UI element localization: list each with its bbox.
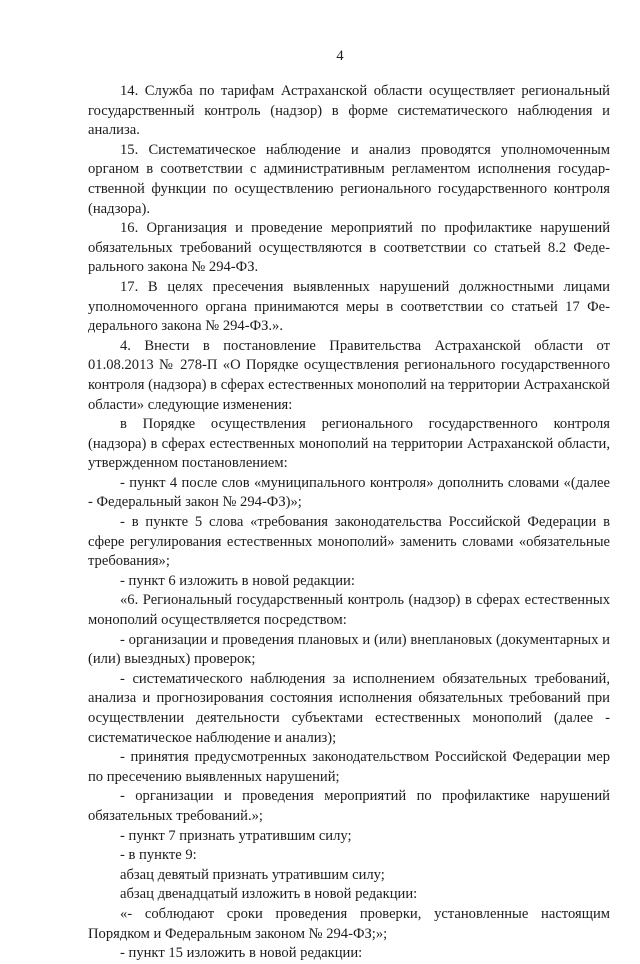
paragraph-order-intro: в Порядке осуществления регионального государственного контроля (надзора) в сферах естественных монополий на территории Астраханской области, утвержденном постановлением: [88, 416, 610, 472]
paragraph-15: 15. Систематическое наблюдение и анализ проводятся уполномоченным органом в соответствии с административным регламентом исполнения государственной функции по осуществлению регионального государственного контроля (надзора). [88, 141, 610, 217]
list-item-point-6: - пункт 6 изложить в новой редакции: [120, 572, 355, 589]
paragraph-17: 17. В целях пресечения выявленных нарушений должностными лицами уполномоченного органа принимаются меры в соответствии со статьей 17 Федерального закона № 294-ФЗ.». [88, 278, 610, 335]
quoted-deadlines: «- соблюдают сроки проведения проверки, установленные настоящим Порядком и Федеральным законом № 294-ФЗ;»; [88, 905, 610, 942]
list-item-prevention: - организации и проведения мероприятий по профилактике нарушений обязательных требований.»; [88, 788, 610, 824]
list-item-point-7: - пункт 7 признать утратившим силу; [120, 827, 352, 844]
list-item-point-4: - пункт 4 после слов «муниципального контроля» дополнить словами «(далее - Федеральный закон № 294-ФЗ)»; [88, 474, 610, 511]
paragraph-16: 16. Организация и проведение мероприятий по профилактике нарушений обязательных требований осуществляются в соответствии со статьей 8.2 Федерального закона № 294-ФЗ. [88, 220, 610, 276]
paragraph-item-4: 4. Внести в постановление Правительства Астраханской области от 01.08.2013 № 278-П «О Порядке осуществления регионального государственного контроля (надзора) в сферах естественных монополий на территории Астраханской области» следующие изменения: [88, 337, 610, 413]
quoted-point-6: «6. Региональный государственный контроль (надзор) в сферах естественных монополий осуществляется посредством: [88, 592, 610, 629]
page-number: 4 [336, 48, 344, 64]
list-item-measures: - принятия предусмотренных законодательством Российской Федерации мер по пресечению выявленных нарушений; [88, 749, 610, 785]
list-item-point-5: - в пункте 5 слова «требования законодательства Российской Федерации в сфере регулирования естественных монополий» заменить словами «обязательные требования»; [88, 514, 610, 570]
paragraph-14: 14. Служба по тарифам Астраханской области осуществляет региональный государственный контроль (надзор) в форме систематического наблюдения и анализа. [88, 83, 610, 139]
paragraph-twelfth-clause: абзац двенадцатый изложить в новой редакции: [120, 886, 418, 903]
list-item-inspections: - организации и проведения плановых и (или) внеплановых (документарных и (или) выездных) проверок; [88, 631, 610, 668]
document-body [88, 82, 610, 964]
list-item-point-15: - пункт 15 изложить в новой редакции: [120, 945, 363, 962]
list-item-observation: - систематического наблюдения за исполнением обязательных требований, анализа и прогнозирования состояния исполнения обязательных требований при осуществлении деятельности субъектами естественных монополий (далее - систематическое наблюдение и анализ); [88, 670, 610, 746]
list-item-point-9: - в пункте 9: [120, 847, 197, 864]
paragraph-ninth-clause: абзац девятый признать утратившим силу; [120, 866, 385, 883]
